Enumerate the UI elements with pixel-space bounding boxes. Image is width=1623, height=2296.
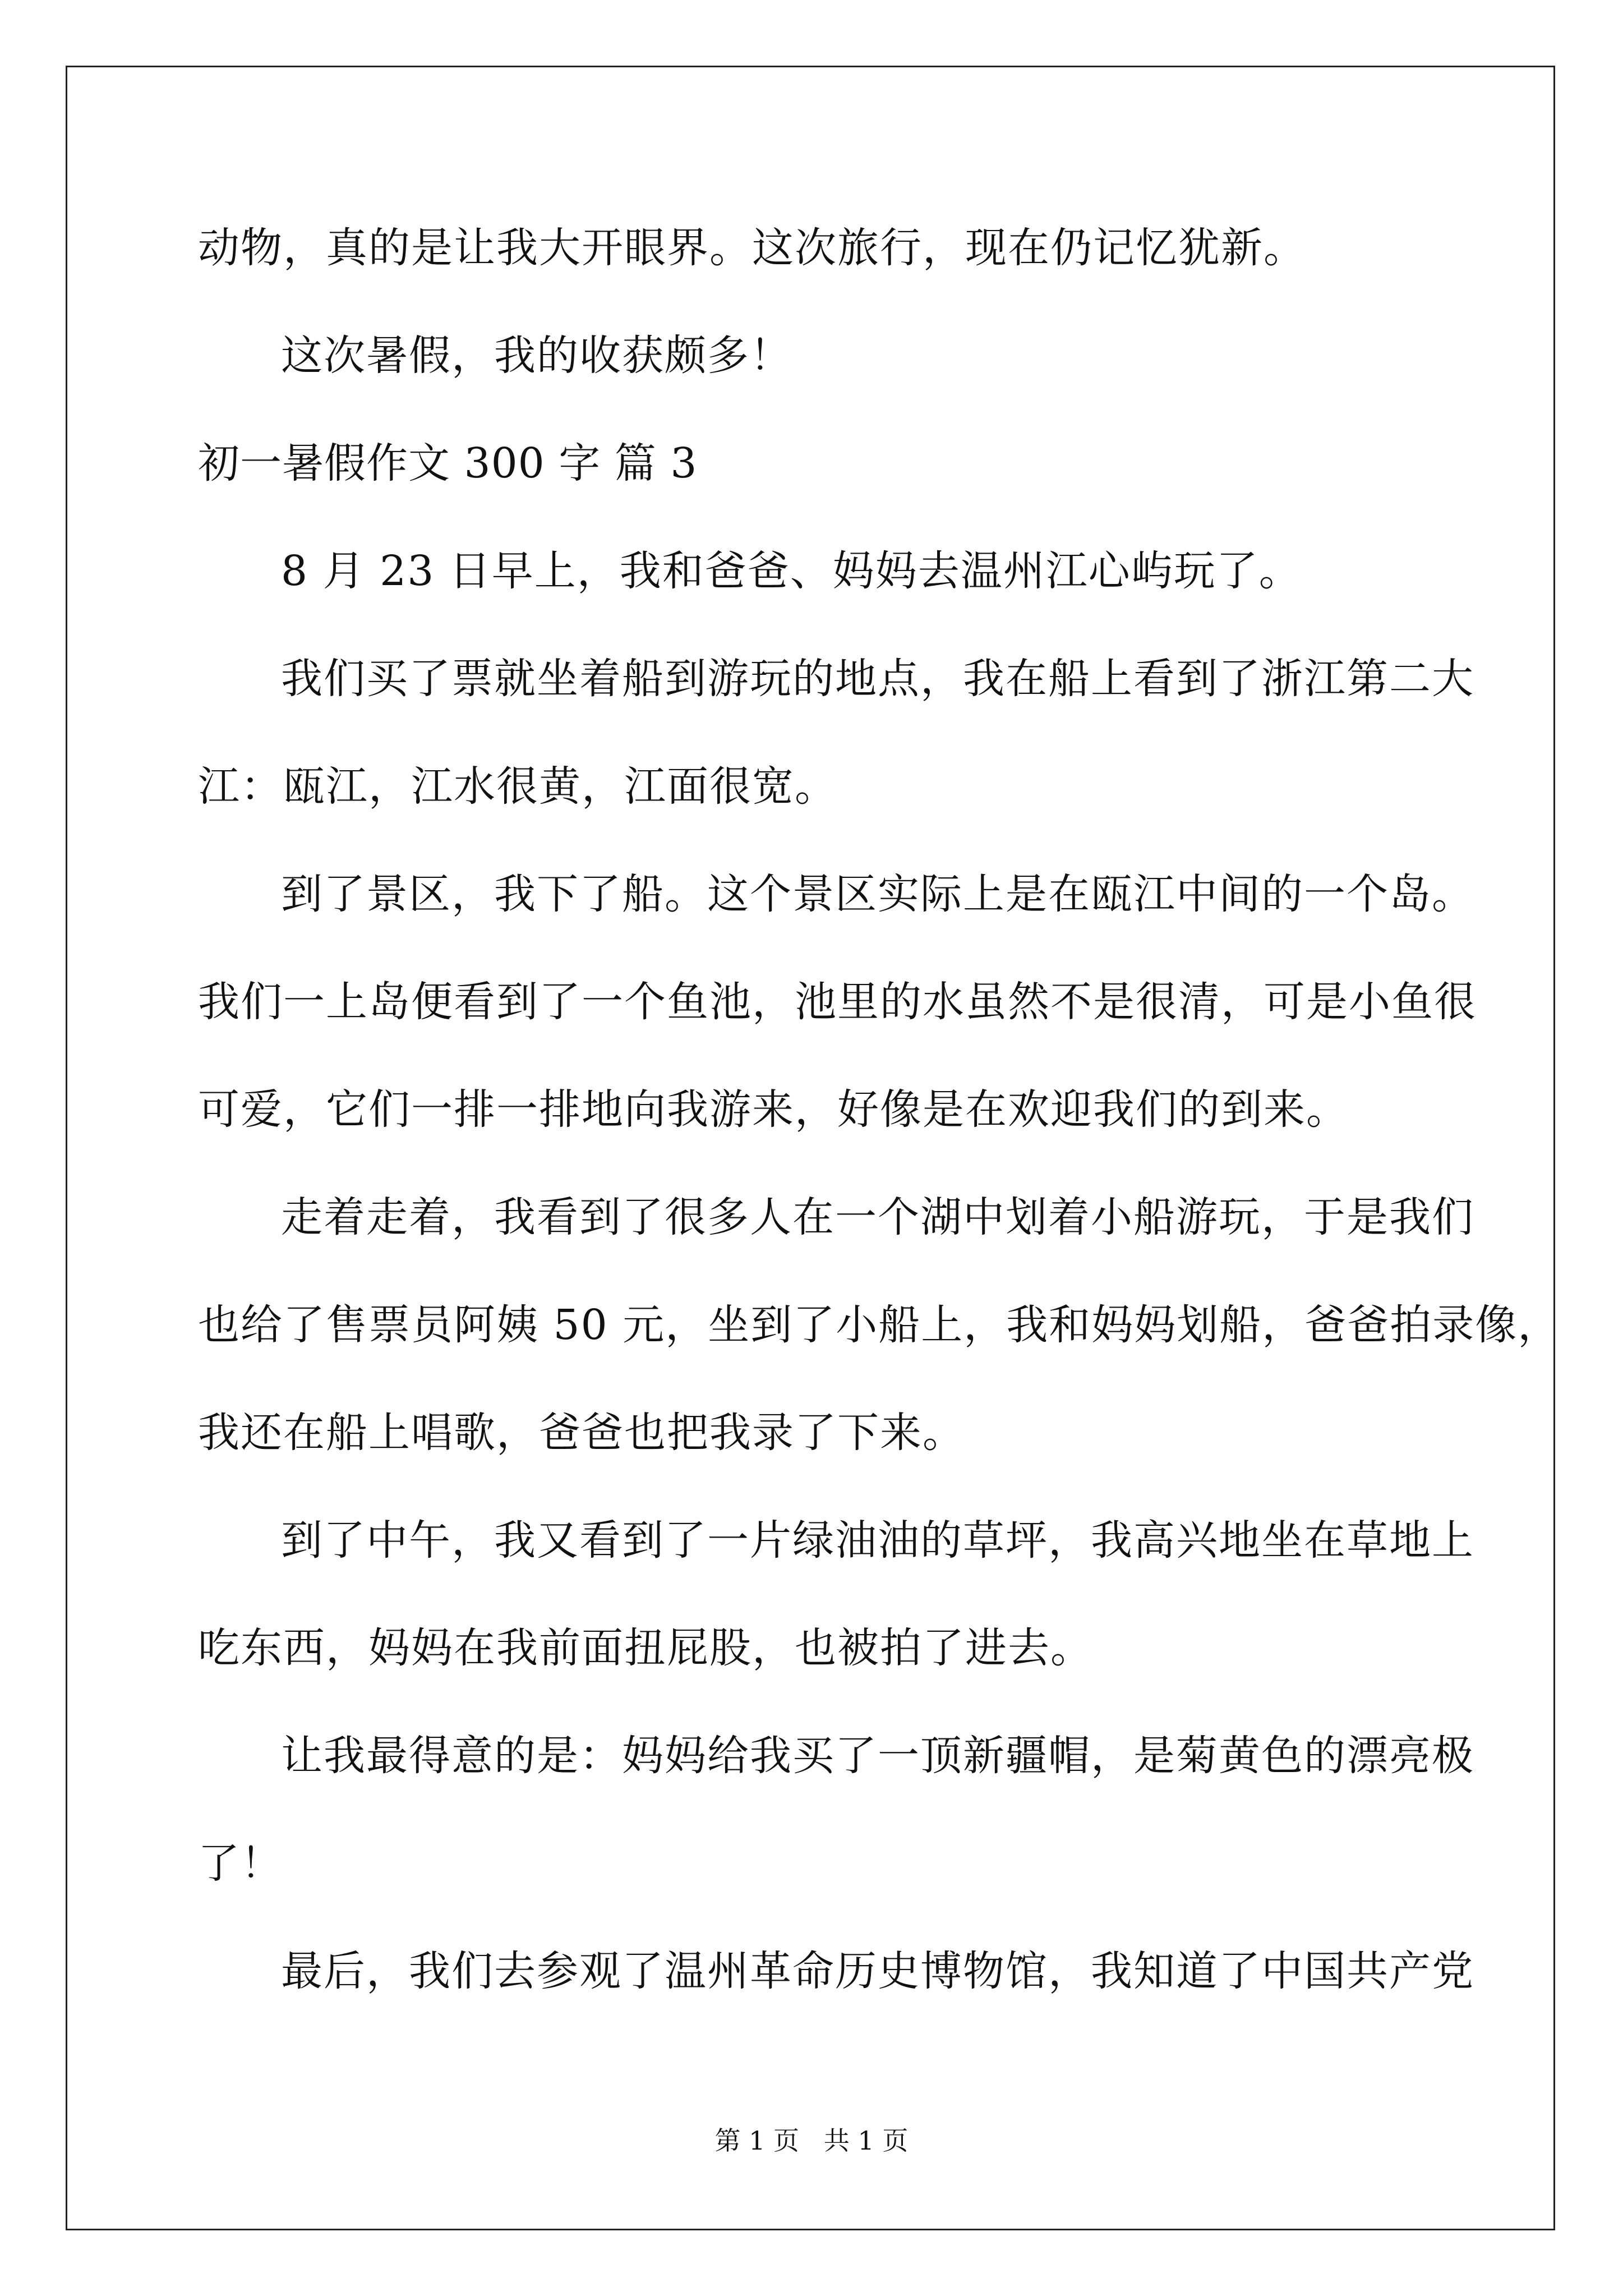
text-line-9: 可爱，它们一排一排地向我游来，好像是在欢迎我们的到来。	[198, 1085, 1349, 1134]
text-line-12: 我还在船上唱歌，爸爸也把我录了下来。	[198, 1409, 965, 1457]
text-line-8: 我们一上岛便看到了一个鱼池，池里的水虽然不是很清，可是小鱼很	[198, 978, 1477, 1026]
text-line-6: 江：瓯江，江水很黄，江面很宽。	[198, 762, 837, 811]
text-line-13: 到了中午，我又看到了一片绿油油的草坪，我高兴地坐在草地上	[281, 1516, 1474, 1565]
text-line-15: 让我最得意的是：妈妈给我买了一顶新疆帽，是菊黄色的漂亮极	[281, 1732, 1474, 1780]
section-heading: 初一暑假作文 300 字 篇 3	[198, 439, 698, 487]
text-line-1: 动物，真的是让我大开眼界。这次旅行，现在仍记忆犹新。	[198, 224, 1306, 272]
text-line-14: 吃东西，妈妈在我前面扭屁股，也被拍了进去。	[198, 1624, 1093, 1672]
text-line-7: 到了景区，我下了船。这个景区实际上是在瓯江中间的一个岛。	[281, 870, 1474, 918]
page-footer: 第 1 页 共 1 页	[714, 2125, 909, 2156]
text-line-17: 最后，我们去参观了温州革命历史博物馆，我知道了中国共产党	[281, 1947, 1474, 1995]
text-line-16: 了！	[198, 1839, 283, 1888]
text-line-11: 也给了售票员阿姨 50 元，坐到了小船上，我和妈妈划船，爸爸拍录像，	[198, 1301, 1561, 1349]
text-line-10: 走着走着，我看到了很多人在一个湖中划着小船游玩，于是我们	[281, 1193, 1474, 1241]
text-line-2: 这次暑假，我的收获颇多！	[281, 332, 792, 380]
text-line-5: 我们买了票就坐着船到游玩的地点，我在船上看到了浙江第二大	[281, 655, 1474, 703]
text-line-4: 8 月 23 日早上，我和爸爸、妈妈去温州江心屿玩了。	[281, 547, 1302, 595]
document-body	[198, 222, 1561, 2053]
